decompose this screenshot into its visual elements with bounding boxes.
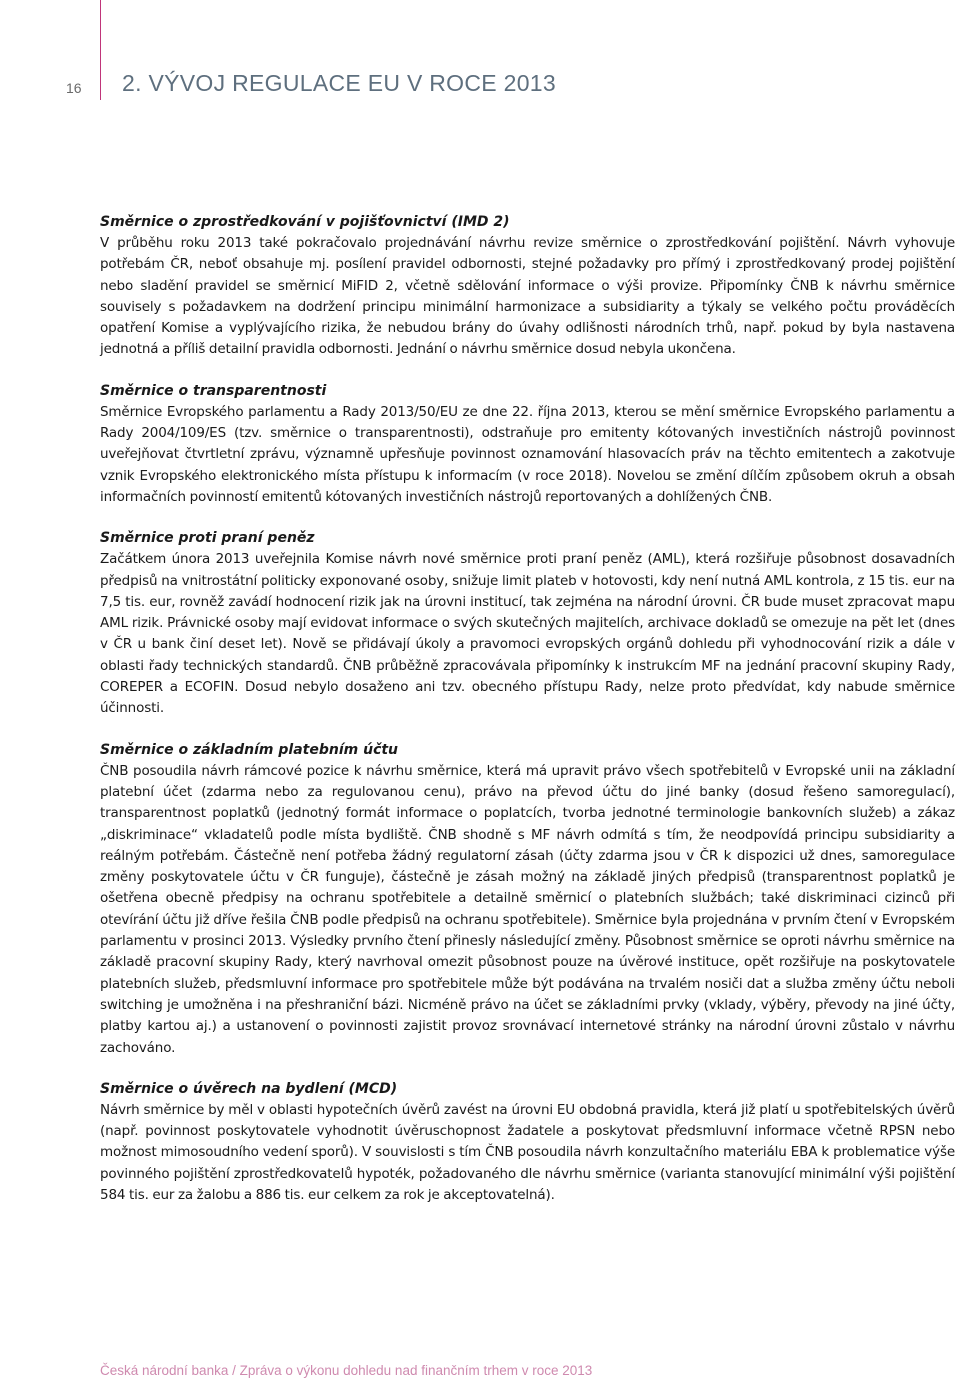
section-mcd <box>100 1079 955 1206</box>
section-paragraph: ČNB posoudila návrh rámcové pozice k návrhu směrnice, která má upravit právo všech spotřebitelů v Evropské unii na základní platební účet (zdarma nebo za regulovanou cenu), právo na převod účtu do jiné banky (dosud řešeno samoregulací), transparentnost poplatků (jednotný formát informace o poplatcích, tvorba jednotné terminologie bankovních služeb) a zákaz „diskriminace“ vkladatelů podle místa bydliště. ČNB shodně s MF návrh odmítá s tím, že neodpovídá principu subsidiarity a reálným potřebám. Částečně není potřeba žádný regulatorní zásah (účty zdarma jsou v ČR k dispozici už dnes, samoregulace změny poskytovatele účtu v ČR funguje), částečně je zásah možný na základě jiných předpisů (transparentnost poplatků je ošetřena obecně předpisy na ochranu spotřebitele a detailně směrnicí o platebních službách; také diskriminaci cizinců při otevírání účtu již dříve řešila ČNB podle předpisů na ochranu spotřebitele). Směrnice byla projednána v prvním čtení v Evropském parlamentu v prosinci 2013. Výsledky prvního čtení přinesly následující změny. Působnost směrnice se oproti návrhu směrnice na základě pracovní skupiny Rady, který navrhoval omezit působnost pouze na úvěrové instituce, opět rozšiřuje na poskytovatele platebních služeb, předsmluvní informace pro spotřebitele může být podávána na trvalém nosiči dat a služba změny účtu neboli switching je umožněna i na přeshraniční bázi. Nicméně právo na účet se základními prvky (vklady, výběry, převody na jiné účty, platby kartou aj.) a ustanovení o povinnosti zajistit provoz srovnávací internetové stránky na národní úrovni zůstalo v návrhu zachováno. <box>100 762 955 1056</box>
page-number: 16 <box>66 80 82 96</box>
section-paragraph: Směrnice Evropského parlamentu a Rady 2013/50/EU ze dne 22. října 2013, kterou se mění směrnice Evropského parlamentu a Rady 2004/109/ES (tzv. směrnice o transparentnosti), odstraňuje pro emitenty kótovaných investičních nástrojů povinnost uveřejňovat čtvrtletní zprávu, významně upřesňuje povinnost oznamování hlasovacích práv na těchto emitentech a zakotvuje vznik Evropského elektronického místa přístupu k informacím (v roce 2018). Novelou se změní dílčím způsobem okruh a obsah informačních povinností emitentů kótovaných investičních nástrojů reportovaných a dohlížených ČNB. <box>100 403 955 505</box>
section-title: Směrnice o zprostředkování v pojišťovnictví (IMD 2) <box>100 214 510 230</box>
section-paragraph: V průběhu roku 2013 také pokračovalo projednávání návrhu revize směrnice o zprostředkování pojištění. Návrh vyhovuje potřebám ČR, neboť obsahuje mj. posílení pravidel odbornosti, stejné požadavky pro přímý i zprostředkovaný prodej pojištění nebo sladění pravidel se směrnicí MiFID 2, včetně sdělování informace o výši provize. Připomínky ČNB k návrhu směrnice souvisely s požadavkem na dodržení principu minimální harmonizace a subsidiarity a týkaly se velkého počtu prováděcích opatření Komise a vyplývajícího rizika, že nebudou brány do úvahy odlišnosti národních trhů, např. pokud by byla nastavena jednotná a příliš detailní pravidla odbornosti. Jednání o návrhu směrnice dosud nebyla ukončena. <box>100 235 955 358</box>
section-transparency <box>100 381 955 508</box>
section-title: Směrnice o úvěrech na bydlení (MCD) <box>100 1080 398 1097</box>
section-title: Směrnice o transparentnosti <box>100 382 327 399</box>
section-paragraph: Návrh směrnice by měl v oblasti hypotečních úvěrů zavést na úrovni EU obdobná pravidla, která již platí u spotřebitelských úvěrů (např. povinnost poskytovatele vyhodnotit úvěruschopnost žadatele a poskytovat předsmluvní informace včetně RPSN nebo možnost mimosoudního vedení sporů). V souvislosti s tím ČNB posoudila návrh konzultačního materiálu EBA k problematice výše povinného pojištění zprostředkovatelů hypoték, požadovaného dle návrhu směrnice (varianta stanovující minimální výši pojištění 584 tis. eur za žalobu a 886 tis. eur celkem za rok je akceptovatelná). <box>100 1101 955 1203</box>
footer-text: Česká národní banka / Zpráva o výkonu dohledu nad finančním trhem v roce 2013 <box>100 1363 593 1378</box>
section-title: Směrnice proti praní peněz <box>100 530 315 547</box>
section-aml <box>100 528 955 719</box>
page-content <box>100 212 955 1226</box>
section-title: Směrnice o základním platebním účtu <box>100 741 399 758</box>
section-payment-account <box>100 740 955 1059</box>
section-imd2 <box>100 212 955 361</box>
chapter-title: 2. VÝVOJ REGULACE EU V ROCE 2013 <box>122 70 556 96</box>
header-divider <box>100 0 101 100</box>
section-paragraph: Začátkem února 2013 uveřejnila Komise návrh nové směrnice proti praní peněz (AML), která rozšiřuje působnost dosavadních předpisů na vnitrostátní politicky exponované osoby, snižuje limit plateb v hotovosti, kdy není nutná AML kontrola, z 15 tis. eur na 7,5 tis. eur, rovněž zavádí hodnocení rizik jak na úrovni institucí, tak zejména na národní úrovni. ČR bude muset zpracovat mapu AML rizik. Právnické osoby mají evidovat informace o svých skutečných majitelích, archivace dokladů se omezuje na pět let (dnes v ČR u bank činí deset let). Nově se přidávají úkoly a pravomoci evropských orgánů dohledu při vyhodnocování rizik a dále v oblasti řady technických standardů. ČNB průběžně zpracovávala připomínky k instrukcím MF na jednání pracovní skupiny Rady, COREPER a ECOFIN. Dosud nebylo dosaženo ani tzv. obecného přístupu Rady, nelze proto předvídat, kdy nabude směrnice účinnosti. <box>100 551 955 717</box>
